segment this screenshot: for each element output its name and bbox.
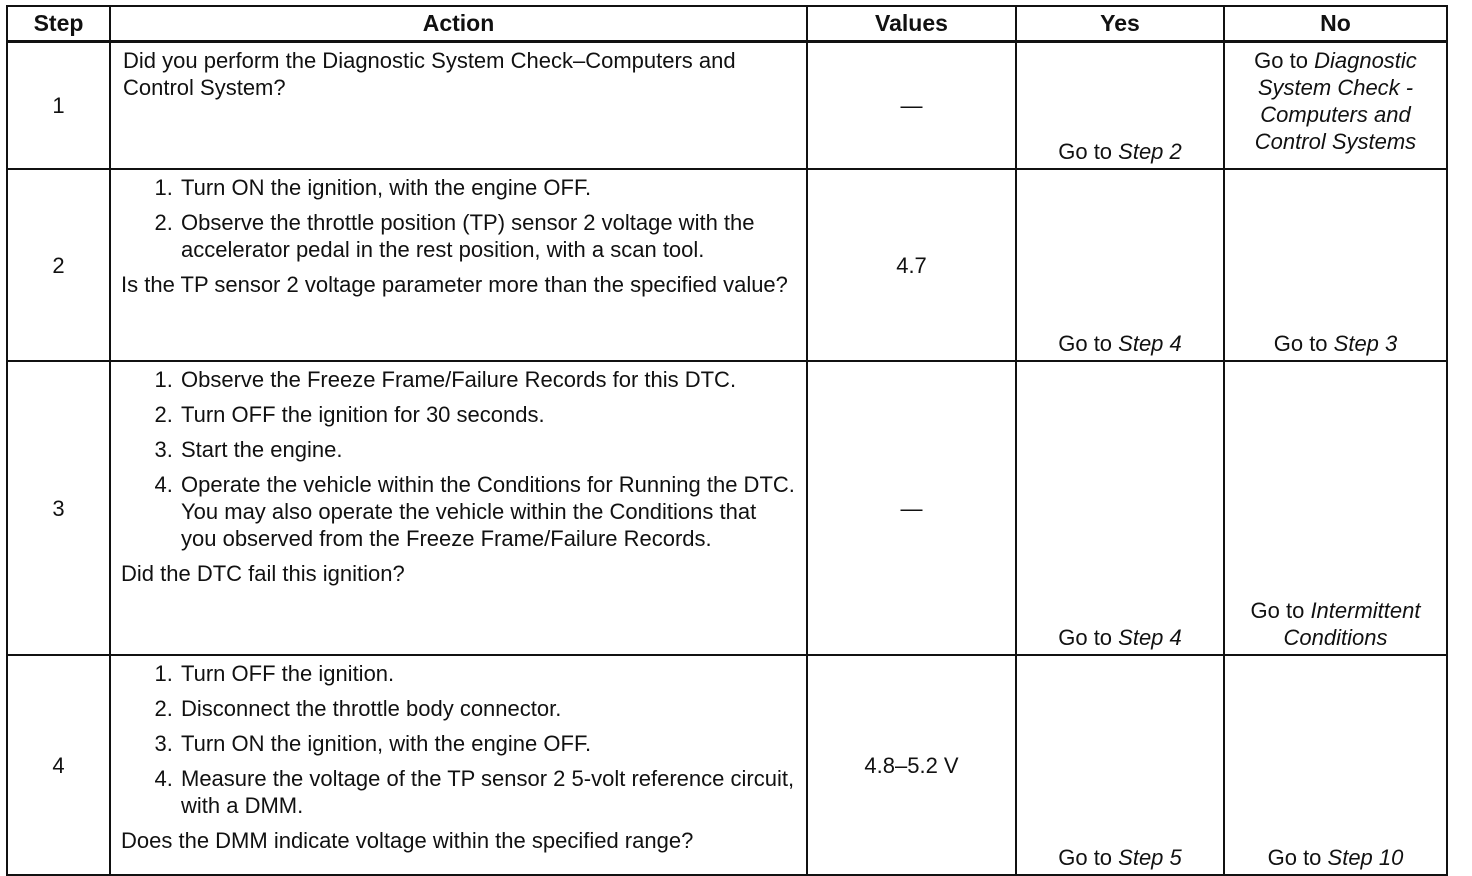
no-prefix: Go to: [1250, 598, 1311, 623]
yes-prefix: Go to: [1058, 625, 1119, 650]
table-row: [7, 42, 1447, 170]
action-cell: [110, 655, 807, 875]
action-cell: [110, 361, 807, 655]
yes-prefix: Go to: [1058, 331, 1119, 356]
step-number: 4: [7, 655, 110, 875]
action-step: 1. Turn OFF the ignition.: [179, 660, 796, 687]
yes-link[interactable]: Step 4: [1118, 331, 1182, 356]
action-step: 1. Turn ON the ignition, with the engine OFF.: [179, 174, 796, 201]
value-cell: —: [807, 361, 1016, 655]
action-question: Did the DTC fail this ignition?: [121, 561, 405, 586]
header-yes: Yes: [1016, 6, 1224, 42]
no-link[interactable]: Step 10: [1327, 845, 1404, 870]
action-question: Does the DMM indicate voltage within the specified range?: [121, 828, 694, 853]
action-step: 3. Turn ON the ignition, with the engine OFF.: [179, 730, 796, 757]
table-row: [7, 361, 1447, 655]
no-link[interactable]: Intermittent Conditions: [1283, 598, 1421, 650]
yes-prefix: Go to: [1058, 845, 1119, 870]
action-cell: [110, 42, 807, 170]
no-prefix: Go to: [1267, 845, 1328, 870]
step-number: 2: [7, 169, 110, 361]
action-steps-list: [121, 660, 796, 819]
yes-cell: [1016, 42, 1224, 170]
action-step: 3. Start the engine.: [179, 436, 796, 463]
action-step: 2. Turn OFF the ignition for 30 seconds.: [179, 401, 796, 428]
no-cell: [1224, 169, 1447, 361]
header-action: Action: [110, 6, 807, 42]
step-number: 1: [7, 42, 110, 170]
action-steps-list: [121, 366, 796, 552]
action-step: 1. Observe the Freeze Frame/Failure Records for this DTC.: [179, 366, 796, 393]
step-number: 3: [7, 361, 110, 655]
yes-cell: [1016, 169, 1224, 361]
yes-cell: [1016, 655, 1224, 875]
action-step: 4. Measure the voltage of the TP sensor 2 5-volt reference circuit, with a DMM.: [179, 765, 796, 819]
action-cell: [110, 169, 807, 361]
action-step: 4. Operate the vehicle within the Conditions for Running the DTC. You may also operate the vehicle within the Conditions that you observed from the Freeze Frame/Failure Records.: [179, 471, 796, 552]
action-question: Did you perform the Diagnostic System Check–Computers and Control System?: [123, 48, 736, 100]
action-steps-list: [121, 174, 796, 263]
yes-link[interactable]: Step 2: [1118, 139, 1182, 164]
action-step: 2. Disconnect the throttle body connector.: [179, 695, 796, 722]
no-link[interactable]: Step 3: [1333, 331, 1398, 356]
action-step: 2. Observe the throttle position (TP) sensor 2 voltage with the accelerator pedal in the rest position, with a scan tool.: [179, 209, 796, 263]
no-prefix: Go to: [1254, 48, 1315, 73]
diagnostic-sheet: [6, 5, 1448, 876]
no-cell: [1224, 655, 1447, 875]
no-prefix: Go to: [1273, 331, 1334, 356]
yes-cell: [1016, 361, 1224, 655]
yes-link[interactable]: Step 4: [1118, 625, 1182, 650]
table-row: [7, 655, 1447, 875]
action-question: Is the TP sensor 2 voltage parameter more than the specified value?: [121, 272, 788, 297]
yes-link[interactable]: Step 5: [1118, 845, 1182, 870]
header-no: No: [1224, 6, 1447, 42]
diagnostic-table: [6, 5, 1448, 876]
value-cell: 4.7: [807, 169, 1016, 361]
no-link[interactable]: Diagnostic System Check - Computers and Control Systems: [1254, 48, 1417, 154]
no-cell: [1224, 361, 1447, 655]
table-row: [7, 169, 1447, 361]
header-values: Values: [807, 6, 1016, 42]
header-row: [7, 6, 1447, 42]
yes-prefix: Go to: [1058, 139, 1119, 164]
value-cell: 4.8–5.2 V: [807, 655, 1016, 875]
header-step: Step: [7, 6, 110, 42]
value-cell: —: [807, 42, 1016, 170]
no-cell: [1224, 42, 1447, 170]
